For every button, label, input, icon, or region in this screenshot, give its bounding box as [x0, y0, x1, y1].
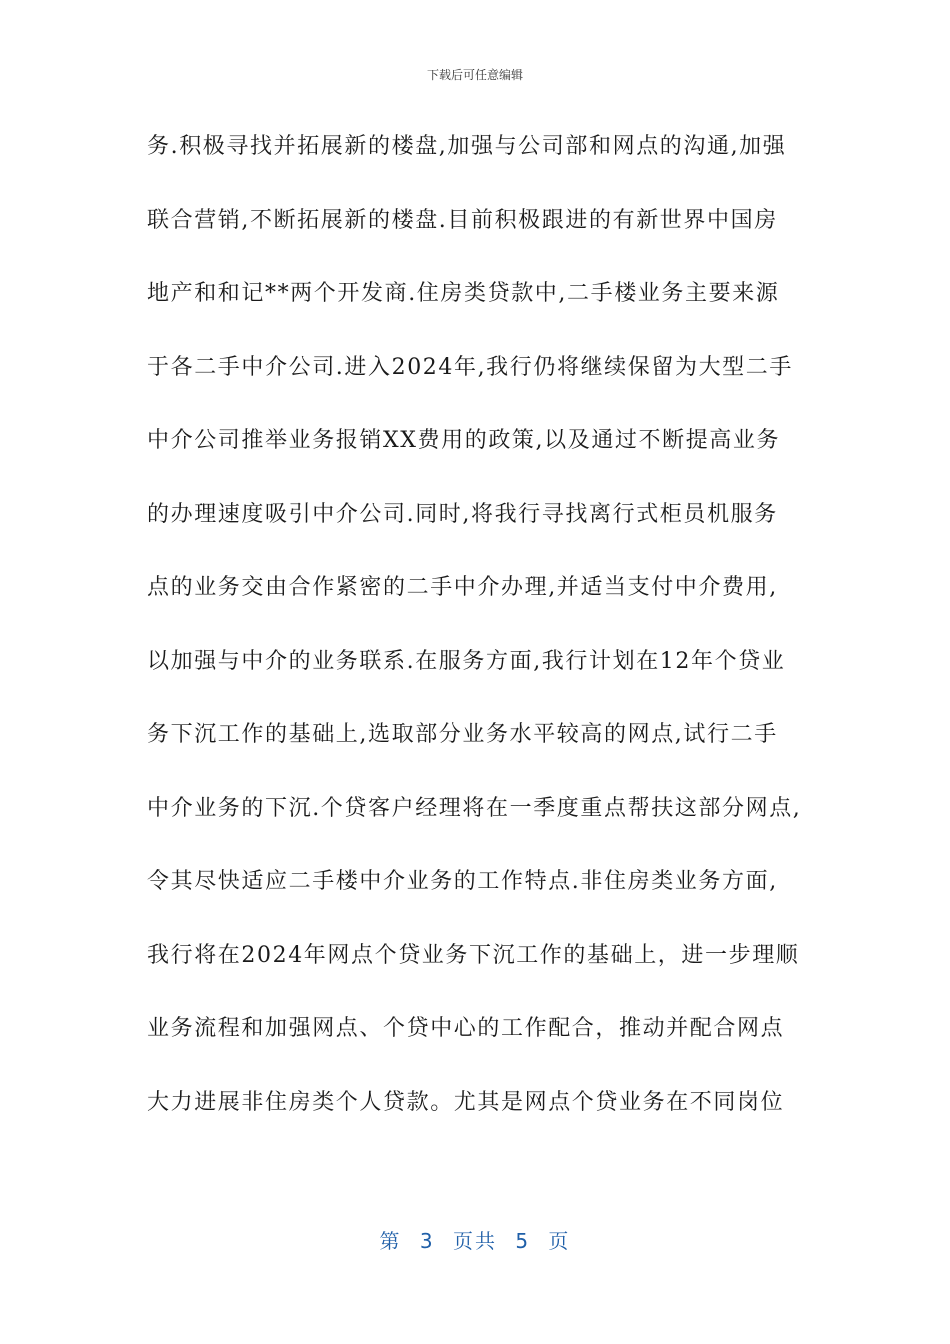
text-line-2: 联合营销,不断拓展新的楼盘.目前积极跟进的有新世界中国房	[147, 207, 778, 233]
text-line-12: 我行将在2024年网点个贷业务下沉工作的基础上，进一步理顺	[147, 942, 800, 968]
text-line-1: 务.积极寻找并拓展新的楼盘,加强与公司部和网点的沟通,加强	[147, 134, 787, 159]
page-number-footer: 第 3 页共 5 页	[379, 1229, 571, 1253]
text-line-8: 以加强与中介的业务联系.在服务方面,我行计划在12年个贷业	[147, 648, 786, 674]
text-line-14: 大力进展非住房类个人贷款。尤其是网点个贷业务在不同岗位	[147, 1089, 785, 1115]
text-line-6: 的办理速度吸引中介公司.同时,将我行寻找离行式柜员机服务	[147, 501, 778, 527]
text-line-4: 于各二手中介公司.进入2024年,我行仍将继续保留为大型二手	[147, 354, 793, 380]
text-line-5: 中介公司推举业务报销XX费用的政策,以及通过不断提高业务	[147, 428, 781, 453]
text-line-9: 务下沉工作的基础上,选取部分业务水平较高的网点,试行二手	[147, 722, 778, 747]
document-body	[147, 120, 827, 1149]
text-line-3: 地产和和记**两个开发商.住房类贷款中,二手楼业务主要来源	[147, 281, 780, 306]
text-line-13: 业务流程和加强网点、个贷中心的工作配合，推动并配合网点	[147, 1016, 785, 1041]
header-note: 下载后可任意编辑	[426, 68, 523, 82]
text-line-11: 令其尽快适应二手楼中介业务的工作特点.非住房类业务方面,	[147, 869, 778, 894]
text-line-10: 中介业务的下沉.个贷客户经理将在一季度重点帮扶这部分网点,	[147, 795, 802, 821]
text-line-7: 点的业务交由合作紧密的二手中介办理,并适当支付中介费用,	[147, 575, 778, 600]
